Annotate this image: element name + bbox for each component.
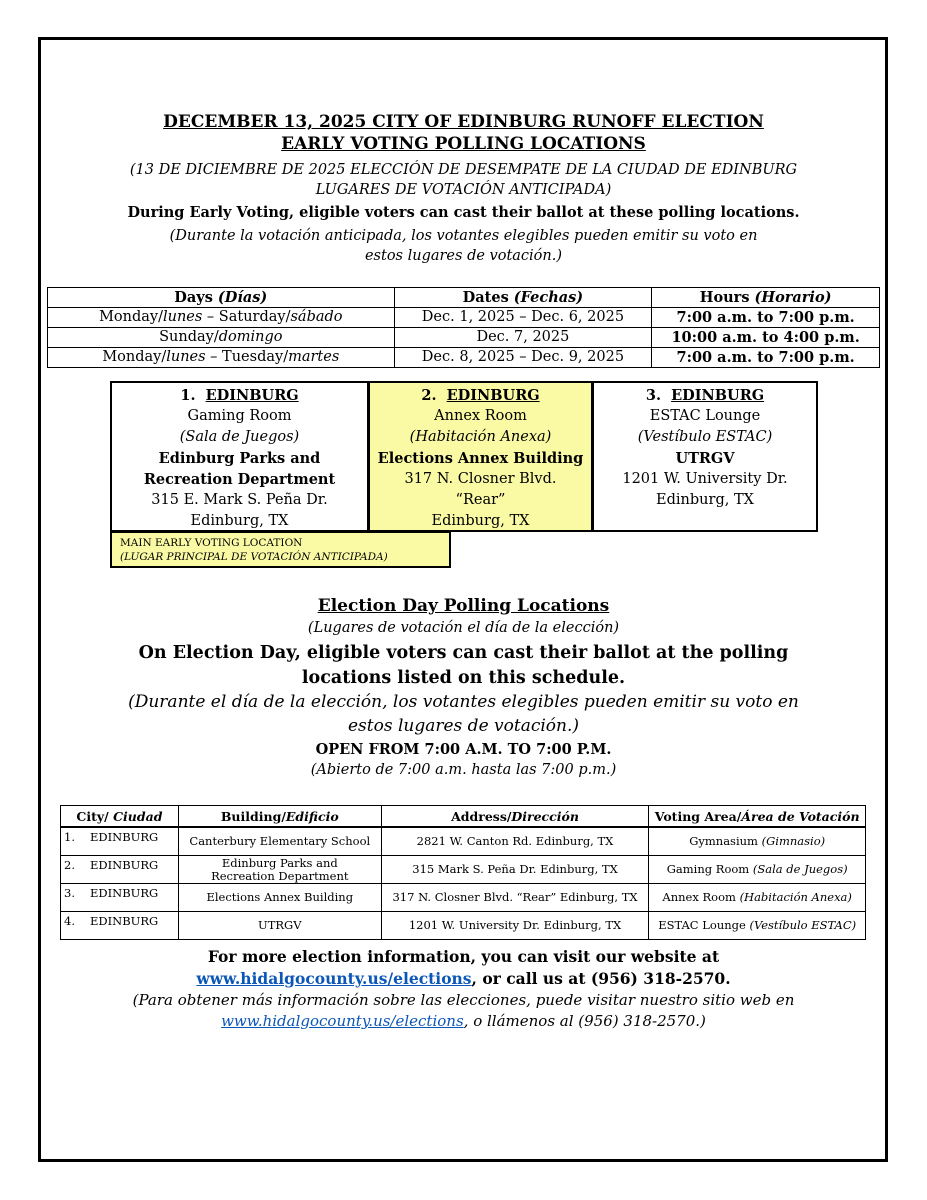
title-line-1: DECEMBER 13, 2025 CITY OF EDINBURG RUNOFF ELECTION	[163, 112, 764, 132]
row-address: 2821 W. Canton Rd. Edinburg, TX	[381, 827, 649, 856]
row-building: Edinburg Parks and Recreation Department	[178, 856, 381, 884]
schedule-dates: Dec. 8, 2025 – Dec. 9, 2025	[394, 348, 652, 368]
title-spanish-line-1: (13 DE DICIEMBRE DE 2025 ELECCIÓN DE DESEMPATE DE LA CIUDAD DE EDINBURG	[129, 162, 798, 178]
eday-header-row	[61, 806, 866, 828]
election-day-intro-line-1: On Election Day, eligible voters can cast their ballot at the polling	[138, 643, 789, 663]
row-voting-area: ESTAC Lounge (Vestíbulo ESTAC)	[649, 912, 866, 940]
website-link[interactable]: www.hidalgocounty.us/elections	[196, 969, 472, 988]
more-info-line-1: For more election information, you can visit our website at	[207, 947, 720, 966]
location-building: Elections Annex Building	[377, 450, 584, 467]
location-room: ESTAC Lounge	[649, 408, 761, 424]
row-city: 2. EDINBURG	[61, 856, 179, 884]
location-building: UTRGV	[675, 450, 735, 467]
more-info-spanish	[0, 990, 927, 1032]
election-day-intro-spanish	[0, 690, 927, 738]
intro-es-line-1: (Durante la votación anticipada, los votantes elegibles pueden emitir su voto en	[169, 228, 758, 244]
schedule-days: Monday/lunes – Saturday/sábado	[48, 308, 395, 328]
location-city-state: Edinburg, TX	[431, 513, 530, 529]
location-room: Annex Room	[434, 408, 527, 424]
main-location-badge	[110, 531, 451, 568]
election-day-hours-es: (Abierto de 7:00 a.m. hasta las 7:00 p.m.)	[310, 762, 617, 778]
row-address: 317 N. Closner Blvd. “Rear” Edinburg, TX	[381, 884, 649, 912]
location-room-es: (Habitación Anexa)	[409, 429, 552, 445]
table-row	[61, 827, 866, 856]
table-row	[61, 856, 866, 884]
more-info-line-2: www.hidalgocounty.us/elections, or call us at (956) 318-2570.	[196, 969, 731, 988]
row-city: 4. EDINBURG	[61, 912, 179, 940]
election-day-intro-line-2: locations listed on this schedule.	[301, 668, 626, 688]
schedule-days: Monday/lunes – Tuesday/martes	[48, 348, 395, 368]
row-voting-area: Gymnasium (Gimnasio)	[649, 827, 866, 856]
row-address: 1201 W. University Dr. Edinburg, TX	[381, 912, 649, 940]
early-voting-schedule-table	[47, 287, 880, 368]
page-title	[0, 111, 927, 155]
election-day-locations-table	[60, 805, 866, 940]
title-spanish	[0, 160, 927, 200]
location-city: EDINBURG	[205, 387, 299, 404]
early-location-1	[110, 381, 369, 532]
header-hours: Hours (Horario)	[652, 288, 880, 308]
location-address-2: “Rear”	[455, 492, 506, 508]
election-day-es-line-2: estos lugares de votación.)	[347, 716, 580, 736]
more-info-es-line-1: (Para obtener más información sobre las elecciones, puede visitar nuestro sitio web en	[132, 991, 795, 1009]
schedule-row	[48, 308, 880, 328]
main-location-label: MAIN EARLY VOTING LOCATION	[120, 537, 303, 549]
main-location-label-es: (LUGAR PRINCIPAL DE VOTACIÓN ANTICIPADA)	[120, 551, 388, 563]
header-dates: Dates (Fechas)	[394, 288, 652, 308]
schedule-dates: Dec. 7, 2025	[394, 328, 652, 348]
location-number: 2.	[421, 387, 437, 404]
election-day-intro	[0, 641, 927, 691]
schedule-dates: Dec. 1, 2025 – Dec. 6, 2025	[394, 308, 652, 328]
schedule-row	[48, 348, 880, 368]
header-voting-area: Voting Area/Área de Votación	[649, 806, 866, 828]
schedule-header-row	[48, 288, 880, 308]
row-building: UTRGV	[178, 912, 381, 940]
location-city: EDINBURG	[671, 387, 765, 404]
table-row	[61, 912, 866, 940]
intro-es-line-2: estos lugares de votación.)	[364, 248, 563, 264]
location-address: 317 N. Closner Blvd.	[404, 471, 557, 487]
location-number: 1.	[180, 387, 196, 404]
location-room-es: (Sala de Juegos)	[179, 429, 300, 445]
header-city: City/ Ciudad	[61, 806, 179, 828]
row-voting-area: Gaming Room (Sala de Juegos)	[649, 856, 866, 884]
row-address: 315 Mark S. Peña Dr. Edinburg, TX	[381, 856, 649, 884]
location-city-state: Edinburg, TX	[656, 492, 754, 508]
location-number: 3.	[645, 387, 662, 404]
header-days: Days (Días)	[48, 288, 395, 308]
schedule-row	[48, 328, 880, 348]
schedule-hours: 10:00 a.m. to 4:00 p.m.	[652, 328, 880, 348]
election-day-title: Election Day Polling Locations	[317, 596, 610, 616]
schedule-hours: 7:00 a.m. to 7:00 p.m.	[652, 348, 880, 368]
title-spanish-line-2: LUGARES DE VOTACIÓN ANTICIPADA)	[315, 182, 612, 198]
early-location-3	[592, 381, 818, 532]
election-day-subtitle: (Lugares de votación el día de la elección)	[307, 620, 620, 636]
row-voting-area: Annex Room (Habitación Anexa)	[649, 884, 866, 912]
more-info-es-line-2: www.hidalgocounty.us/elections, o llámenos al (956) 318-2570.)	[221, 1012, 706, 1030]
row-city: 1. EDINBURG	[61, 827, 179, 856]
header-building: Building/Edificio	[178, 806, 381, 828]
early-location-2	[368, 381, 593, 532]
election-day-hours: OPEN FROM 7:00 A.M. TO 7:00 P.M.	[315, 741, 612, 758]
location-building: Edinburg Parks and	[158, 450, 321, 467]
early-voting-intro: During Early Voting, eligible voters can cast their ballot at these polling locations.	[127, 204, 800, 221]
location-address: 315 E. Mark S. Peña Dr.	[151, 492, 328, 508]
election-day-es-line-1: (Durante el día de la elección, los votantes elegibles pueden emitir su voto en	[128, 692, 799, 712]
table-row	[61, 884, 866, 912]
title-line-2: EARLY VOTING POLLING LOCATIONS	[281, 134, 646, 154]
website-link-es[interactable]: www.hidalgocounty.us/elections	[221, 1012, 464, 1030]
location-room-es: (Vestíbulo ESTAC)	[637, 429, 773, 445]
location-city: EDINBURG	[446, 387, 540, 404]
row-city: 3. EDINBURG	[61, 884, 179, 912]
row-building: Canterbury Elementary School	[178, 827, 381, 856]
schedule-days: Sunday/domingo	[48, 328, 395, 348]
row-building: Elections Annex Building	[178, 884, 381, 912]
more-info	[0, 946, 927, 990]
location-city-state: Edinburg, TX	[190, 513, 289, 529]
location-address: 1201 W. University Dr.	[622, 471, 788, 487]
location-building-2: Recreation Department	[143, 471, 336, 488]
early-voting-intro-spanish	[0, 226, 927, 266]
header-address: Address/Dirección	[381, 806, 649, 828]
location-room: Gaming Room	[187, 408, 292, 424]
schedule-hours: 7:00 a.m. to 7:00 p.m.	[652, 308, 880, 328]
